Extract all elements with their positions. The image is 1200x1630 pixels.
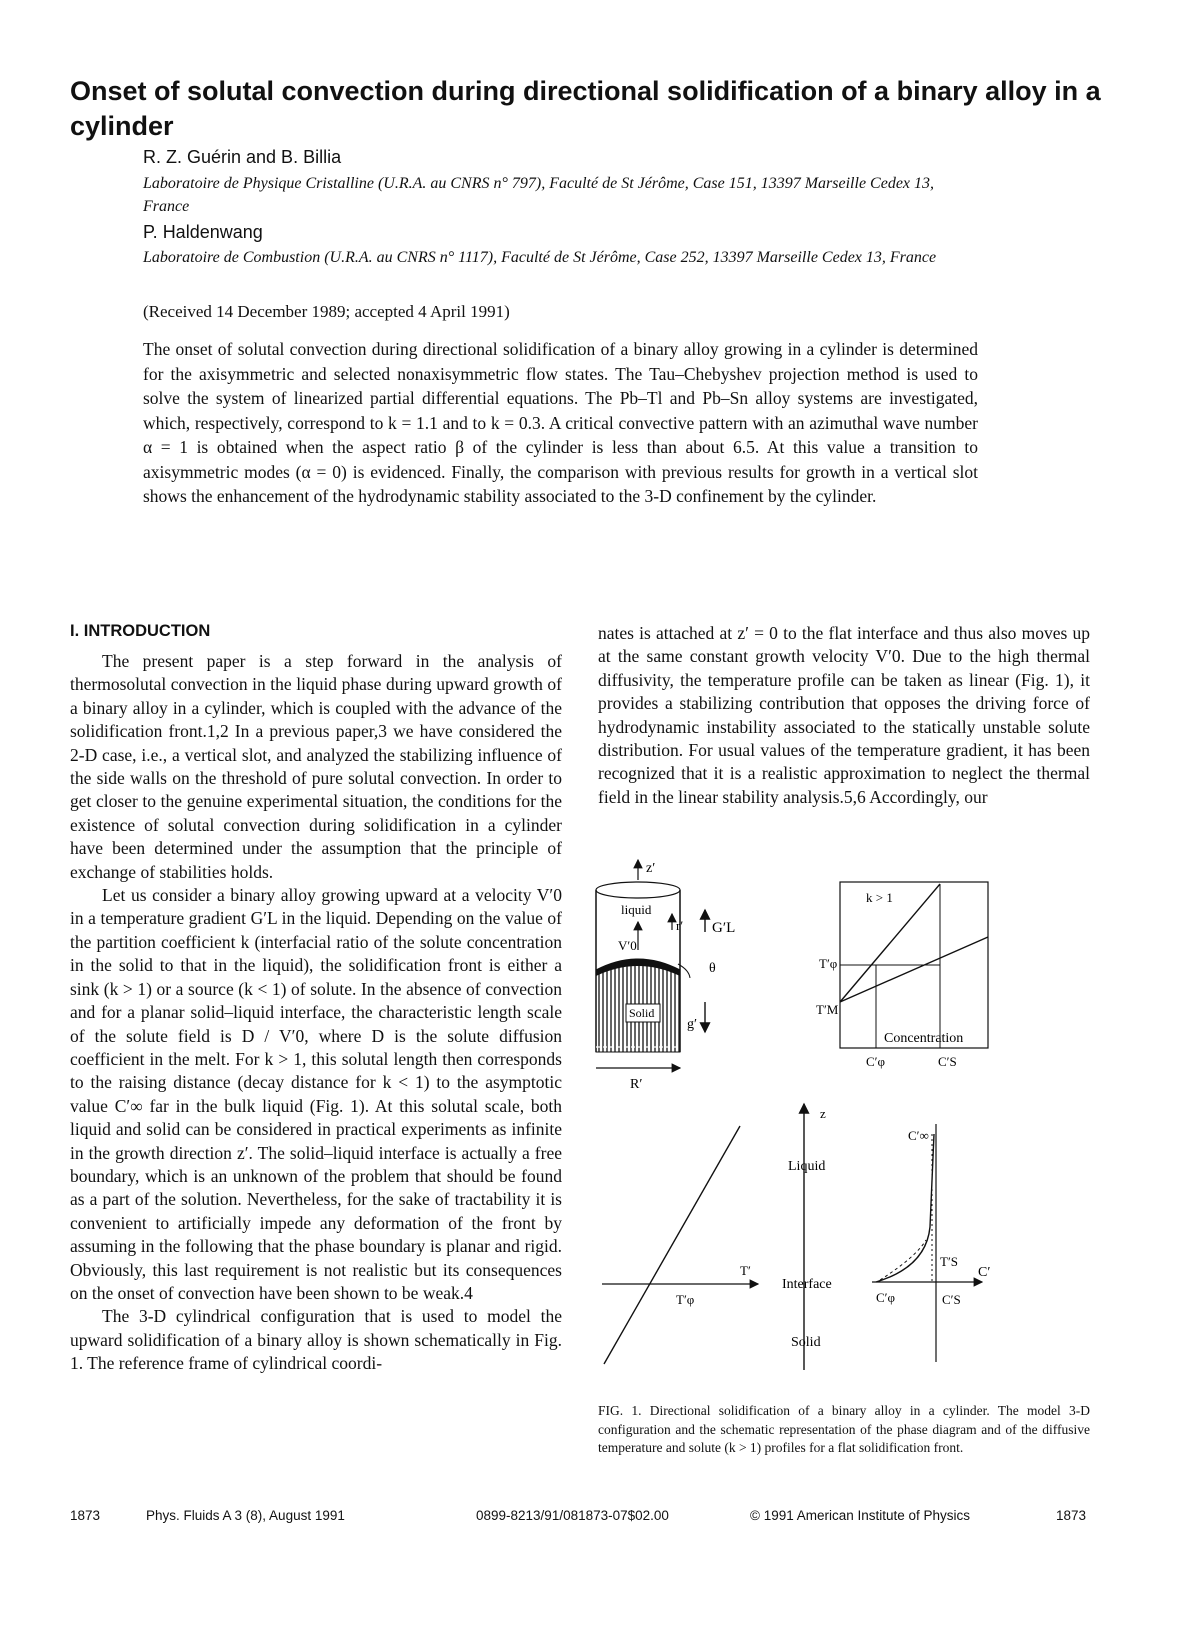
label-c-prime: C′	[978, 1265, 991, 1280]
label-t-s: T′S	[940, 1254, 959, 1269]
label-liquid-axis: Liquid	[788, 1159, 826, 1174]
label-concentration: Concentration	[884, 1031, 964, 1046]
label-theta: θ	[709, 961, 716, 976]
label-g-prime: g′	[687, 1017, 698, 1032]
author-names-1: R. Z. Guérin and B. Billia	[143, 147, 342, 167]
label-liquid: liquid	[621, 902, 652, 917]
page-number-right: 1873	[1056, 1508, 1087, 1523]
label-t-phi-profile: T′φ	[676, 1292, 695, 1307]
label-t-phi: T′φ	[819, 956, 838, 971]
label-c-phi: C′φ	[866, 1054, 886, 1069]
section-heading: I. INTRODUCTION	[70, 622, 211, 640]
label-c-s-profile: C′S	[942, 1292, 961, 1307]
label-t-m: T′M	[816, 1002, 839, 1017]
label-solid: Solid	[629, 1006, 655, 1020]
author-names-2: P. Haldenwang	[143, 222, 263, 242]
abstract: The onset of solutal convection during directional solidification of a binary alloy growing in a cylinder is determined for the axisymmetric and selected nonaxisymmetric flow states. The Tau–Chebyshev projection method is used to solve the system of linearized partial differential equations. The Pb–Tl and Pb–Sn alloy systems are investigated, which, respectively, correspond to k = 1.1 and to k = 0.3. A critical convective pattern with an azimuthal wave number α = 1 is obtained when the aspect ratio β of the cylinder is less than about 6.5. At this value a transition to axisymmetric modes (α = 0) is evidenced. Finally, the comparison with previous results for growth in a vertical slot shows the enhancement of the hydrodynamic stability associated to the 3-D confinement by the cylinder.	[143, 339, 978, 506]
paragraph: The present paper is a step forward in the analysis of thermosolutal convection in the liquid phase during upward growth of a binary alloy in a cylinder, which is coupled with the advance of the solidification front.1,2 In a previous paper,3 we have considered the 2-D case, i.e., a vertical slot, and analyzed the stabilizing influence of the side walls on the threshold of pure solutal convection. In order to get closer to the genuine experimental situation, the conditions for the existence of solutal convection during solidification in a cylinder have been determined under the assumption that the principle of exchange of stabilities holds.	[70, 651, 562, 882]
received-dates: (Received 14 December 1989; accepted 4 April 1991)	[143, 302, 510, 321]
journal-citation: Phys. Fluids A 3 (8), August 1991	[146, 1508, 345, 1523]
solute-profile	[872, 1124, 990, 1362]
label-t-prime: T′	[740, 1263, 751, 1278]
paragraph: nates is attached at z′ = 0 to the flat interface and thus also moves up at the same constant growth velocity V′0. Due to the high thermal diffusivity, the temperature profile can be taken as linear (Fig. 1), it provides a stabilizing contribution that opposes the driving force of hydrodynamic instability associated to the statically unstable solute distribution. For usual values of the temperature gradient, it has been recognized that it is a realistic approximation to neglect the thermal field in the linear stability analysis.5,6 Accordingly, our	[598, 623, 1090, 807]
paragraph: The 3-D cylindrical configuration that is used to model the upward solidification of a binary alloy is shown schematically in Fig. 1. The reference frame of cylindrical coordi-	[70, 1306, 562, 1374]
figure-caption: FIG. 1. Directional solidification of a binary alloy in a cylinder. The model 3-D configuration and the schematic representation of the phase diagram and of the diffusive temperature and solute (k > 1) profiles for a flat solidification front.	[598, 1403, 1090, 1455]
left-column	[70, 650, 562, 1376]
article-code: 0899-8213/91/081873-07$02.00	[476, 1508, 669, 1523]
label-solid-axis: Solid	[791, 1335, 821, 1350]
label-v0: V′0	[618, 938, 637, 953]
temperature-profile	[602, 1126, 758, 1364]
label-z-prime: z′	[646, 861, 656, 876]
label-c-inf: C′∞	[908, 1128, 929, 1143]
paragraph: Let us consider a binary alloy growing upward at a velocity V′0 in a temperature gradient G′L in the liquid. Depending on the value of the partition coefficient k (interfacial ratio of the solute concentration in the solid to that in the liquid), the solidification front is either a sink (k > 1) or a source (k < 1) of solute. In the absence of convection and for a planar solid–liquid interface, the characteristic length scale of the solute field is D / V′0, where D is the solute diffusion coefficient in the melt. For k > 1, this solutal length then corresponds to the raising distance (decay distance for k < 1) to the asymptotic value C′∞ far in the bulk liquid (Fig. 1). At this solutal scale, both liquid and solid can be considered in practical experiments as infinite in the growth direction z′. The solid–liquid interface is actually a free boundary, which is an unknown of the problem that should be found as a part of the solution. Nevertheless, for the sake of tractability it is convenient to artificially impede any deformation of the front by assuming in the following that the phase boundary is planar and rigid. Obviously, this last requirement is not realistic but its consequences on the onset of convection have been shown to be weak.4	[70, 885, 562, 1303]
label-r-prime: r′	[676, 918, 684, 933]
label-interface: Interface	[782, 1277, 832, 1292]
cylinder-schematic	[596, 860, 735, 1092]
page-number-left: 1873	[70, 1508, 101, 1523]
phase-diagram	[816, 882, 988, 1069]
copyright: © 1991 American Institute of Physics	[750, 1508, 971, 1523]
label-c-s: C′S	[938, 1054, 957, 1069]
author-affiliation-1: Laboratoire de Physique Cristalline (U.R.A. au CNRS n° 797), Faculté de St Jérôme, Case 151, 13397 Marseille Cedex 13, France	[143, 175, 935, 215]
center-axis	[782, 1104, 832, 1370]
label-gl: G′L	[712, 920, 736, 936]
label-k-greater-1: k > 1	[866, 890, 893, 905]
figure-1	[590, 852, 1100, 1392]
label-R-prime: R′	[630, 1077, 643, 1092]
label-z: z	[820, 1106, 826, 1121]
paper-title: Onset of solutal convection during directional solidification of a binary alloy in a cylinder	[70, 76, 1101, 141]
right-column	[598, 622, 1090, 809]
author-affiliation-2: Laboratoire de Combustion (U.R.A. au CNRS n° 1117), Faculté de St Jérôme, Case 252, 13397 Marseille Cedex 13, France	[143, 249, 937, 266]
label-c-phi-profile: C′φ	[876, 1290, 896, 1305]
